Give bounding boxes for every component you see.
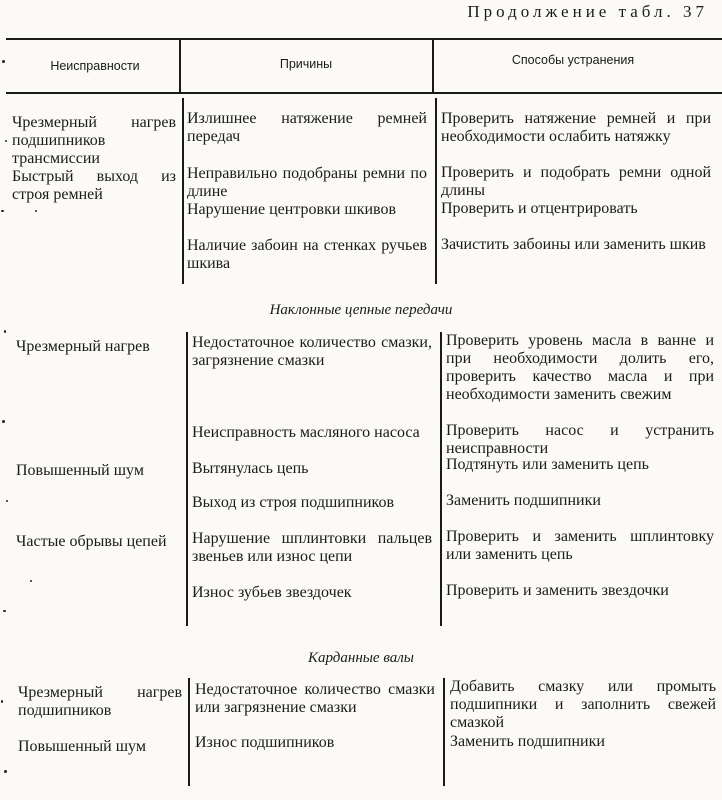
table-top-rule [6,38,722,40]
block1-cause-2: Неправильно подобраны ремни по длине [187,165,427,200]
block1-remedy-2: Проверить и подобрать ремни одной длины [441,164,711,199]
scan-noise-speck [1,700,3,703]
block2-divider-2 [440,332,442,626]
block1-fault-1: Чрезмерный нагрев подшипников трансмиссии [12,114,176,167]
block3-remedy-2: Заменить подшипники [450,733,605,750]
header-bottom-rule [6,92,722,94]
block3-fault-2: Повышенный шум [18,738,146,755]
scan-noise-speck [4,330,6,333]
block2-cause-2: Неисправность масляного насоса [192,424,420,441]
block2-fault-1: Чрезмерный нагрев [16,338,150,355]
table-continuation-label: Продолжение табл. 37 [467,2,708,21]
block2-remedy-1: Проверить уровень масла в ванне и при необходимости долить его, проверить качество масла и при необходимости заменить свежим [446,332,714,403]
block2-cause-3: Вытянулась цепь [192,460,309,477]
block2-cause-1: Недостаточное количество смазки, загрязнение смазки [192,334,432,369]
block1-fault-2: Быстрый выход из строя ремней [12,168,176,203]
block2-remedy-4: Заменить подшипники [446,492,601,509]
block1-divider-2 [435,98,437,284]
block2-remedy-2: Проверить насос и устранить неисправности [446,422,714,457]
block3-cause-2: Износ подшипников [195,734,335,751]
section-title-chain-drives: Наклонные цепные передачи [269,302,453,318]
block2-cause-6: Износ зубьев звездочек [192,584,352,601]
block1-cause-3: Нарушение центровки шкивов [187,201,397,218]
scan-noise-speck [5,140,7,142]
block3-cause-1: Недостаточное количество смазки или загрязнение смазки [195,681,435,716]
scan-noise-speck [1,210,4,212]
scan-noise-speck [30,580,32,582]
block1-remedy-1: Проверить натяжение ремней и при необходимости ослабить натяжку [441,110,711,145]
block1-cause-4: Наличие забоин на стенках ручьев шкива [187,237,427,272]
block2-fault-2: Повышенный шум [16,462,144,479]
scan-noise-speck [2,60,5,63]
scan-noise-speck [3,610,6,612]
block2-cause-5: Нарушение шплинтовки пальцев звеньев или износ цепи [192,530,432,565]
block3-remedy-1: Добавить смазку или промыть подшипники и заполнить свежей смазкой [450,678,716,731]
header-remedies: Способы устранения [511,53,635,67]
scan-noise-speck [6,500,8,502]
block3-divider-2 [443,678,445,786]
block2-fault-3: Частые обрывы цепей [16,533,167,550]
scan-noise-speck [4,770,7,773]
block2-remedy-3: Подтянуть или заменить цепь [446,456,649,473]
section-title-cardan-shafts: Карданные валы [308,650,414,666]
scan-noise-speck [2,420,5,423]
block3-divider-1 [188,678,190,786]
block2-remedy-5: Проверить и заменить шплинтовку или заменить цепь [446,528,714,563]
scan-noise-speck [35,210,37,212]
block1-remedy-4: Зачистить забоины или заменить шкив [441,236,706,253]
block2-remedy-6: Проверить и заменить звездочки [446,582,669,599]
header-causes: Причины [279,57,333,71]
header-faults: Неисправности [50,59,140,73]
block2-cause-4: Выход из строя подшипников [192,494,395,511]
block3-fault-1: Чрезмерный нагрев подшипников [18,684,182,719]
block1-cause-1: Излишнее натяжение ремней передач [187,110,427,145]
block2-divider-1 [186,332,188,626]
block1-divider-1 [182,98,184,284]
block1-remedy-3: Проверить и отцентрировать [441,200,638,217]
